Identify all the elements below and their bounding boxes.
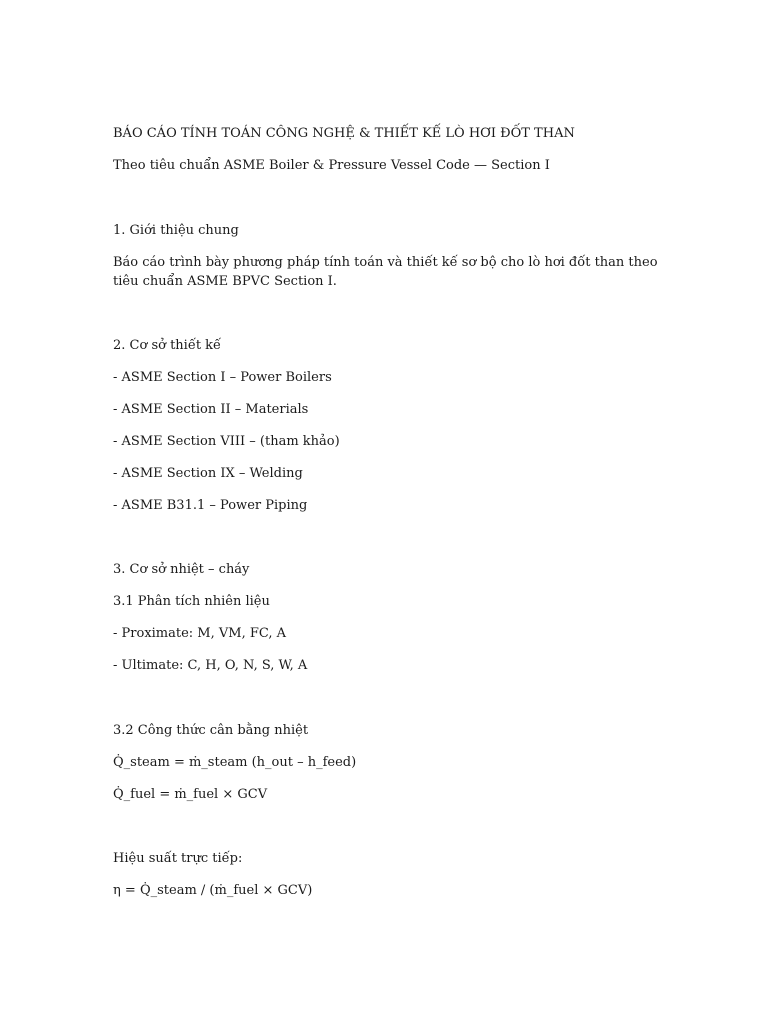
formula-efficiency: η = Q̇_steam / (ṁ_fuel × GCV) <box>113 883 313 898</box>
list-item: - Proximate: M, VM, FC, A <box>113 626 287 641</box>
list-item: - ASME Section IX – Welding <box>113 466 303 481</box>
section3-1-heading: 3.1 Phân tích nhiên liệu <box>113 594 270 609</box>
section1-heading: 1. Giới thiệu chung <box>113 223 239 238</box>
section3-heading: 3. Cơ sở nhiệt – cháy <box>113 562 250 577</box>
formula-steam: Q̇_steam = ṁ_steam (h_out – h_feed) <box>113 755 357 770</box>
document-title: BÁO CÁO TÍNH TOÁN CÔNG NGHỆ & THIẾT KẾ LÒ HƠI ĐỐT THAN <box>113 126 575 141</box>
document-subtitle: Theo tiêu chuẩn ASME Boiler & Pressure Vessel Code — Section I <box>113 158 550 173</box>
list-item: - ASME Section I – Power Boilers <box>113 370 332 385</box>
section3-2-heading: 3.2 Công thức cân bằng nhiệt <box>113 723 309 738</box>
section2-heading: 2. Cơ sở thiết kế <box>113 338 222 353</box>
formula-fuel: Q̇_fuel = ṁ_fuel × GCV <box>113 787 268 802</box>
list-item: - ASME Section VIII – (tham khảo) <box>113 434 340 449</box>
efficiency-heading: Hiệu suất trực tiếp: <box>113 851 243 866</box>
section1-body: Báo cáo trình bày phương pháp tính toán và thiết kế sơ bộ cho lò hơi đốt than theo tiêu chuẩn ASME BPVC Section I. <box>113 255 658 289</box>
list-item: - ASME B31.1 – Power Piping <box>113 498 308 513</box>
list-item: - ASME Section II – Materials <box>113 402 309 417</box>
list-item: - Ultimate: C, H, O, N, S, W, A <box>113 658 308 673</box>
